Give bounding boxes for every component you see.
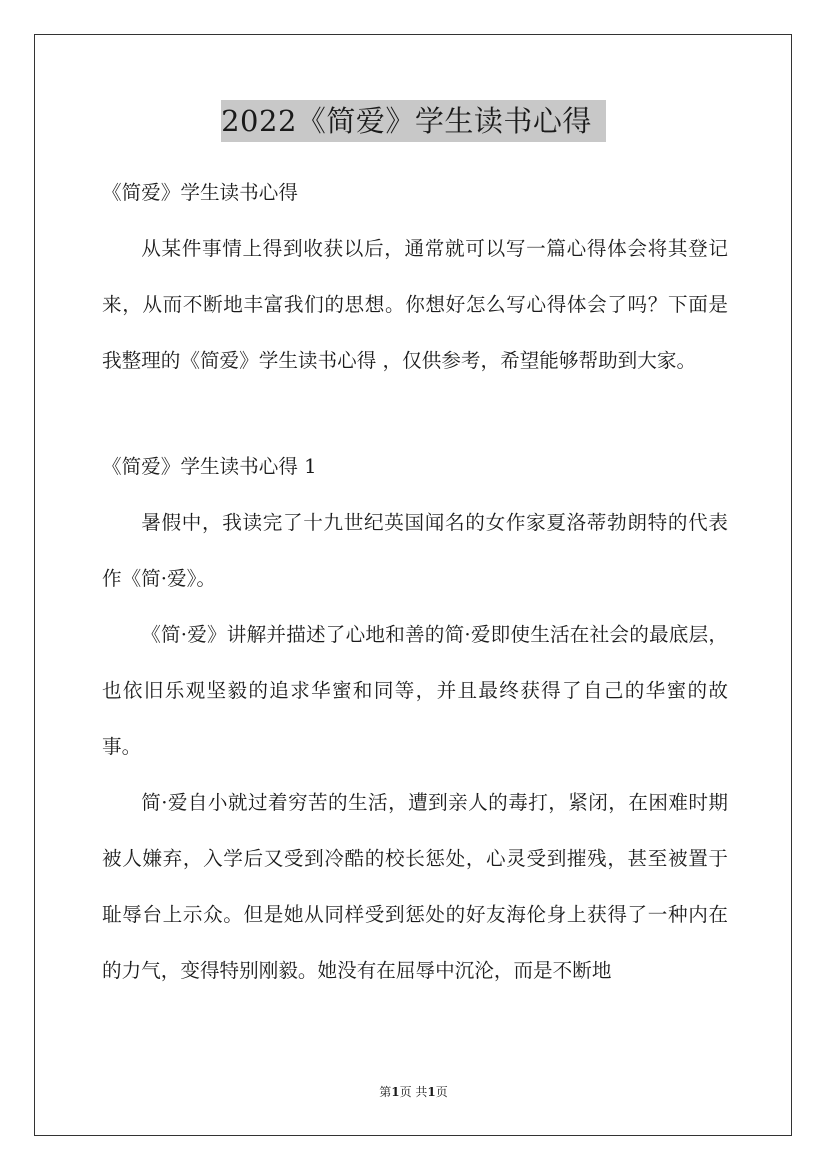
section-spacer [102,389,728,439]
footer-suffix: 页 [435,1085,448,1099]
document-subtitle: 《简爱》学生读书心得 [102,181,298,204]
page-footer [0,1082,827,1102]
footer-mid: 页 共 [399,1085,428,1099]
body-paragraph-1: 暑假中，我读完了十九世纪英国闻名的女作家夏洛蒂勃朗特的代表作《简·爱》。 [102,511,728,590]
footer-prefix: 第 [379,1085,392,1099]
body-paragraph-2: 《简·爱》讲解并描述了心地和善的简·爱即使生活在社会的最底层，也依旧乐观坚毅的追求华蜜和同等，并且最终获得了自己的华蜜的故事。 [102,623,728,758]
section-heading: 《简爱》学生读书心得 1 [102,455,317,478]
footer-page-current: 1 [391,1085,400,1099]
footer-page-total: 1 [427,1085,436,1099]
intro-paragraph: 从某件事情上得到收获以后，通常就可以写一篇心得体会将其登记来，从而不断地丰富我们的思想。你想好怎么写心得体会了吗？下面是我整理的《简爱》学生读书心得 ，仅供参考，希望能够帮助到大家。 [102,237,728,372]
document-body [102,165,728,999]
document-title: 2022《简爱》学生读书心得 [221,100,606,142]
body-paragraph-3: 简·爱自小就过着穷苦的生活，遭到亲人的毒打，紧闭，在困难时期被人嫌弃，入学后又受到冷酷的校长惩处，心灵受到摧残，甚至被置于耻辱台上示众。但是她从同样受到惩处的好友海伦身上获得了一种内在的力气，变得特别刚毅。她没有在屈辱中沉沦，而是不断地 [102,791,728,982]
title-container [0,100,827,142]
